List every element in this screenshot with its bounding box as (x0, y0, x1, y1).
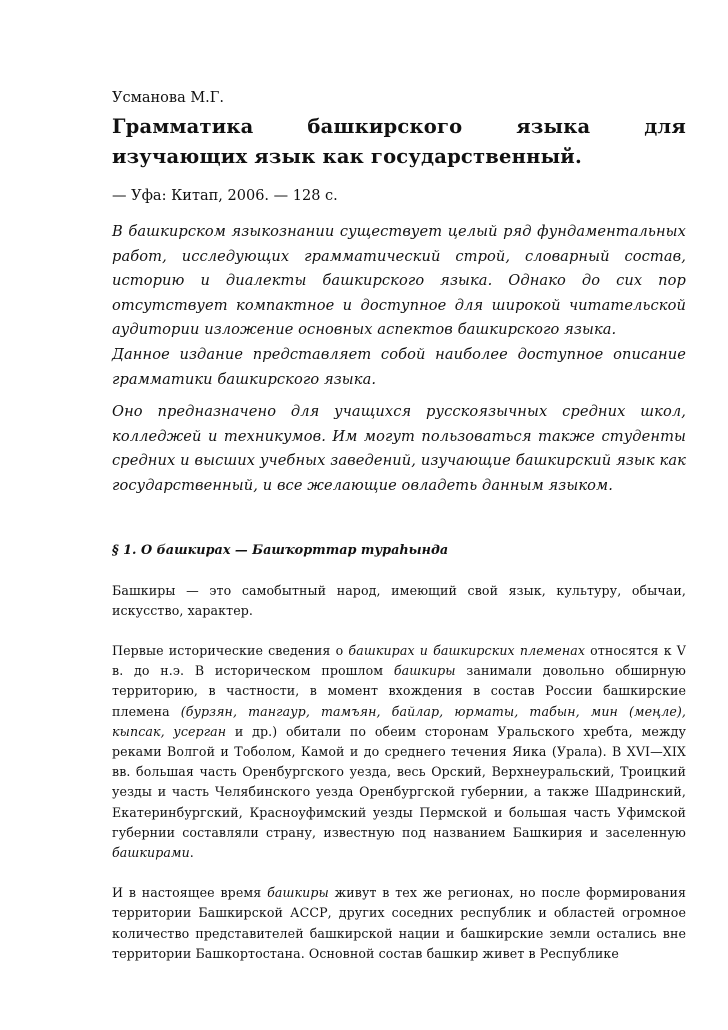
italic-run: башкирами (112, 844, 190, 860)
italic-run: башкиры (267, 885, 329, 901)
author: Усманова М.Г. (112, 90, 224, 106)
annotation-paragraph: Данное издание представляет собой наиболее доступное описание грамматики башкирского языка. (112, 345, 686, 388)
annotation-paragraph: В башкирском языкознании существует целый ряд фундаментальных работ, исследующих грамматический строй, словарный состав, историю и диалекты башкирского языка. Однако до сих пор отсутствует компактное и доступное для широкой читательской аудитории изложение основных аспектов башкирского языка. (112, 223, 686, 339)
text-run: занимали довольно обширную территорию, в частности, в момент вхождения в состав России башкирские племена (112, 663, 686, 719)
text-run: И в настоящее время (112, 885, 268, 901)
document-page (112, 88, 686, 964)
text-run: относятся к V в. до н.э. В историческом прошлом (112, 642, 686, 679)
book-title: Грамматика башкирского языка для изучающих язык как государственный. (112, 115, 686, 168)
text-run: живут в тех же регионах, но после формирования территории Башкирской АССР, других соседних республик и областей огромное количество представителей башкирской нации и башкирские земли остались вне территории Башкортостана. Основной состав башкир живет в Республике (112, 885, 687, 961)
text-run: и др.) обитали по обеим сторонам Уральского хребта, между реками Волгой и Тоболом, Камой и до среднего течения Яика (Урала). В XVI—XIX вв. большая часть Оренбургского уезда, весь Орский, Верхнеуральский, Троицкий уезды и часть Челябинского уезда Оренбургской губернии, а также Шадринский, Екатеринбургский, Красноуфимский уезды Пермской и большая часть Уфимской губернии составляли страну, известную под названием Башкирия и заселенную (112, 723, 686, 840)
body-paragraph (112, 641, 686, 863)
italic-run: (бурзян, тангаур, тамъян, байлар, юрматы, табын, мин (меңле), кыпсак, усерган (112, 703, 686, 739)
body-paragraph (112, 883, 686, 964)
italic-run: башкиры (393, 663, 456, 679)
publication-info: — Уфа: Китап, 2006. — 128 с. (112, 188, 338, 204)
italic-run: башкирах и башкирских племенах (348, 642, 586, 658)
body-paragraph: Башкиры — это самобытный народ, имеющий свой язык, культуру, обычаи, искусство, характер. (112, 582, 686, 618)
text-run: . (189, 844, 194, 860)
annotation-paragraph: Оно предназначено для учащихся русскоязычных средних школ, колледжей и техникумов. Им могут пользоваться также студенты средних и высших учебных заведений, изучающие башкирский язык как государственный, и все желающие овладеть данным языком. (112, 403, 686, 494)
text-run: Первые исторические сведения о (112, 642, 349, 658)
section-title: § 1. О башкирах — Башҡорттар тураһында (112, 542, 449, 558)
